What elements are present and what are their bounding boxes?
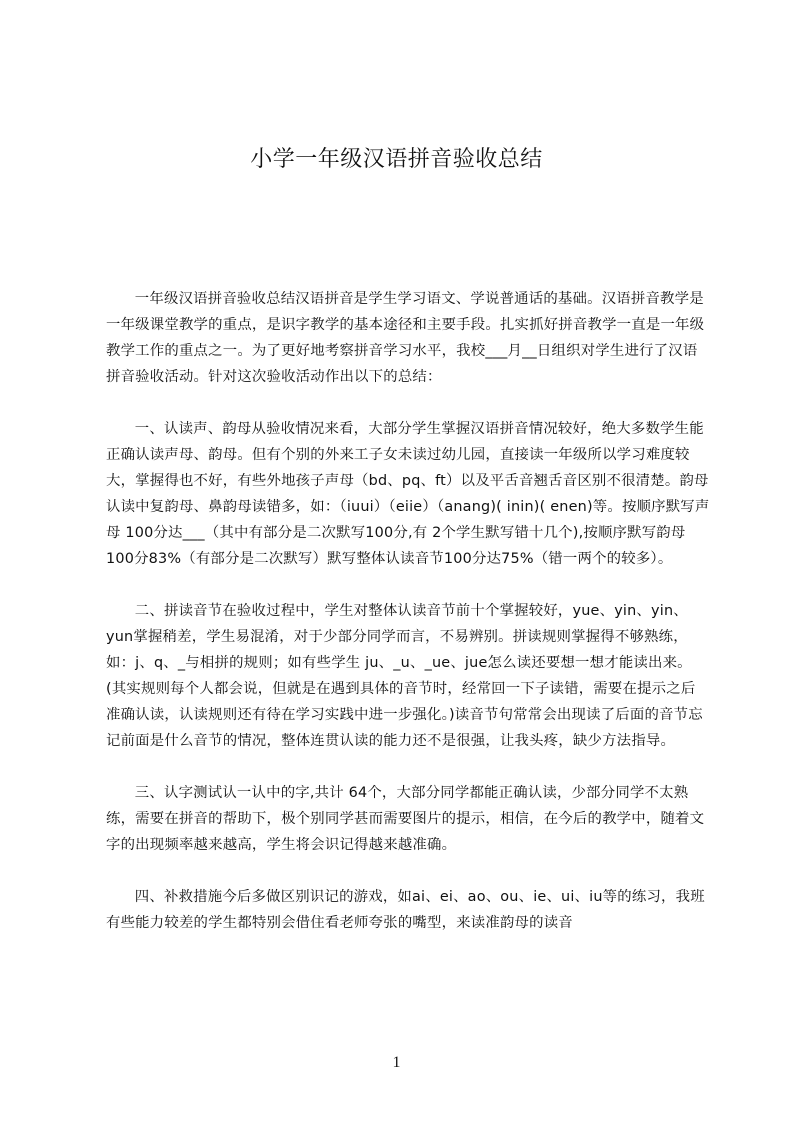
paragraph-section-1: 一、认读声、韵母从验收情况来看，大部分学生掌握汉语拼音情况较好，绝大多数学生能正确认读声母、韵母。但有个别的外来工子女未读过幼儿园，直接读一年级所以学习难度较大，掌握得也不好，有些外地孩子声母（bd、pq、ft）以及平舌音翘舌音区别不很清楚。韵母认读中复韵母、鼻韵母读错多，如：（iuui）（eiie）（anang)( inin)( enen)等。按顺序默写声母 100分达___（其中有部分是二次默写100分,有 2个学生默写错十几个),按顺序默写韵母 100分83%（有部分是二次默写）默写整体认读音节100分达75%（错一两个的较多）。 bbox=[106, 421, 710, 567]
paragraph-section-3: 三、认字测试认一认中的字,共计 64个，大部分同学都能正确认读，少部分同学不太熟练，需要在拼音的帮助下，极个别同学甚而需要图片的提示，相信，在今后的教学中，随着文字的出现频率越来越高，学生将会识记得越来越准确。 bbox=[106, 785, 705, 853]
page-number: 1 bbox=[392, 1054, 401, 1071]
paragraph-intro: 一年级汉语拼音验收总结汉语拼音是学生学习语文、学说普通话的基础。汉语拼音教学是一年级课堂教学的重点，是识字教学的基本途径和主要手段。扎实抓好拼音教学一直是一年级教学工作的重点之一。为了更好地考察拼音学习水平，我校___月__日组织对学生进行了汉语拼音验收活动。针对这次验收活动作出以下的总结： bbox=[106, 291, 705, 385]
document-title: 小学一年级汉语拼音验收总结 bbox=[250, 147, 543, 172]
paragraph-section-2: 二、拼读音节在验收过程中，学生对整体认读音节前十个掌握较好，yue、yin、yin、yun掌握稍差，学生易混淆，对于少部分同学而言，不易辨别。拼读规则掌握得不够熟练，如：j、q、_与相拼的规则；如有些学生 ju、_u、_ue、jue怎么读还要想一想才能读出来。(其实规则每个人都会说，但就是在遇到具体的音节时，经常回一下子读错，需要在提示之后准确认读，认读规则还有待在学习实践中进一步强化。)读音节句常常会出现读了后面的音节忘记前面是什么音节的情况，整体连贯认读的能力还不是很强，让我头疼，缺少方法指导。 bbox=[106, 603, 703, 749]
document-body bbox=[106, 286, 710, 936]
paragraph-section-4: 四、补救措施今后多做区别识记的游戏，如ai、ei、ao、ou、ie、ui、iu等的练习，我班有些能力较差的学生都特别会借住看老师夸张的嘴型，来读准韵母的读音 bbox=[106, 889, 705, 931]
